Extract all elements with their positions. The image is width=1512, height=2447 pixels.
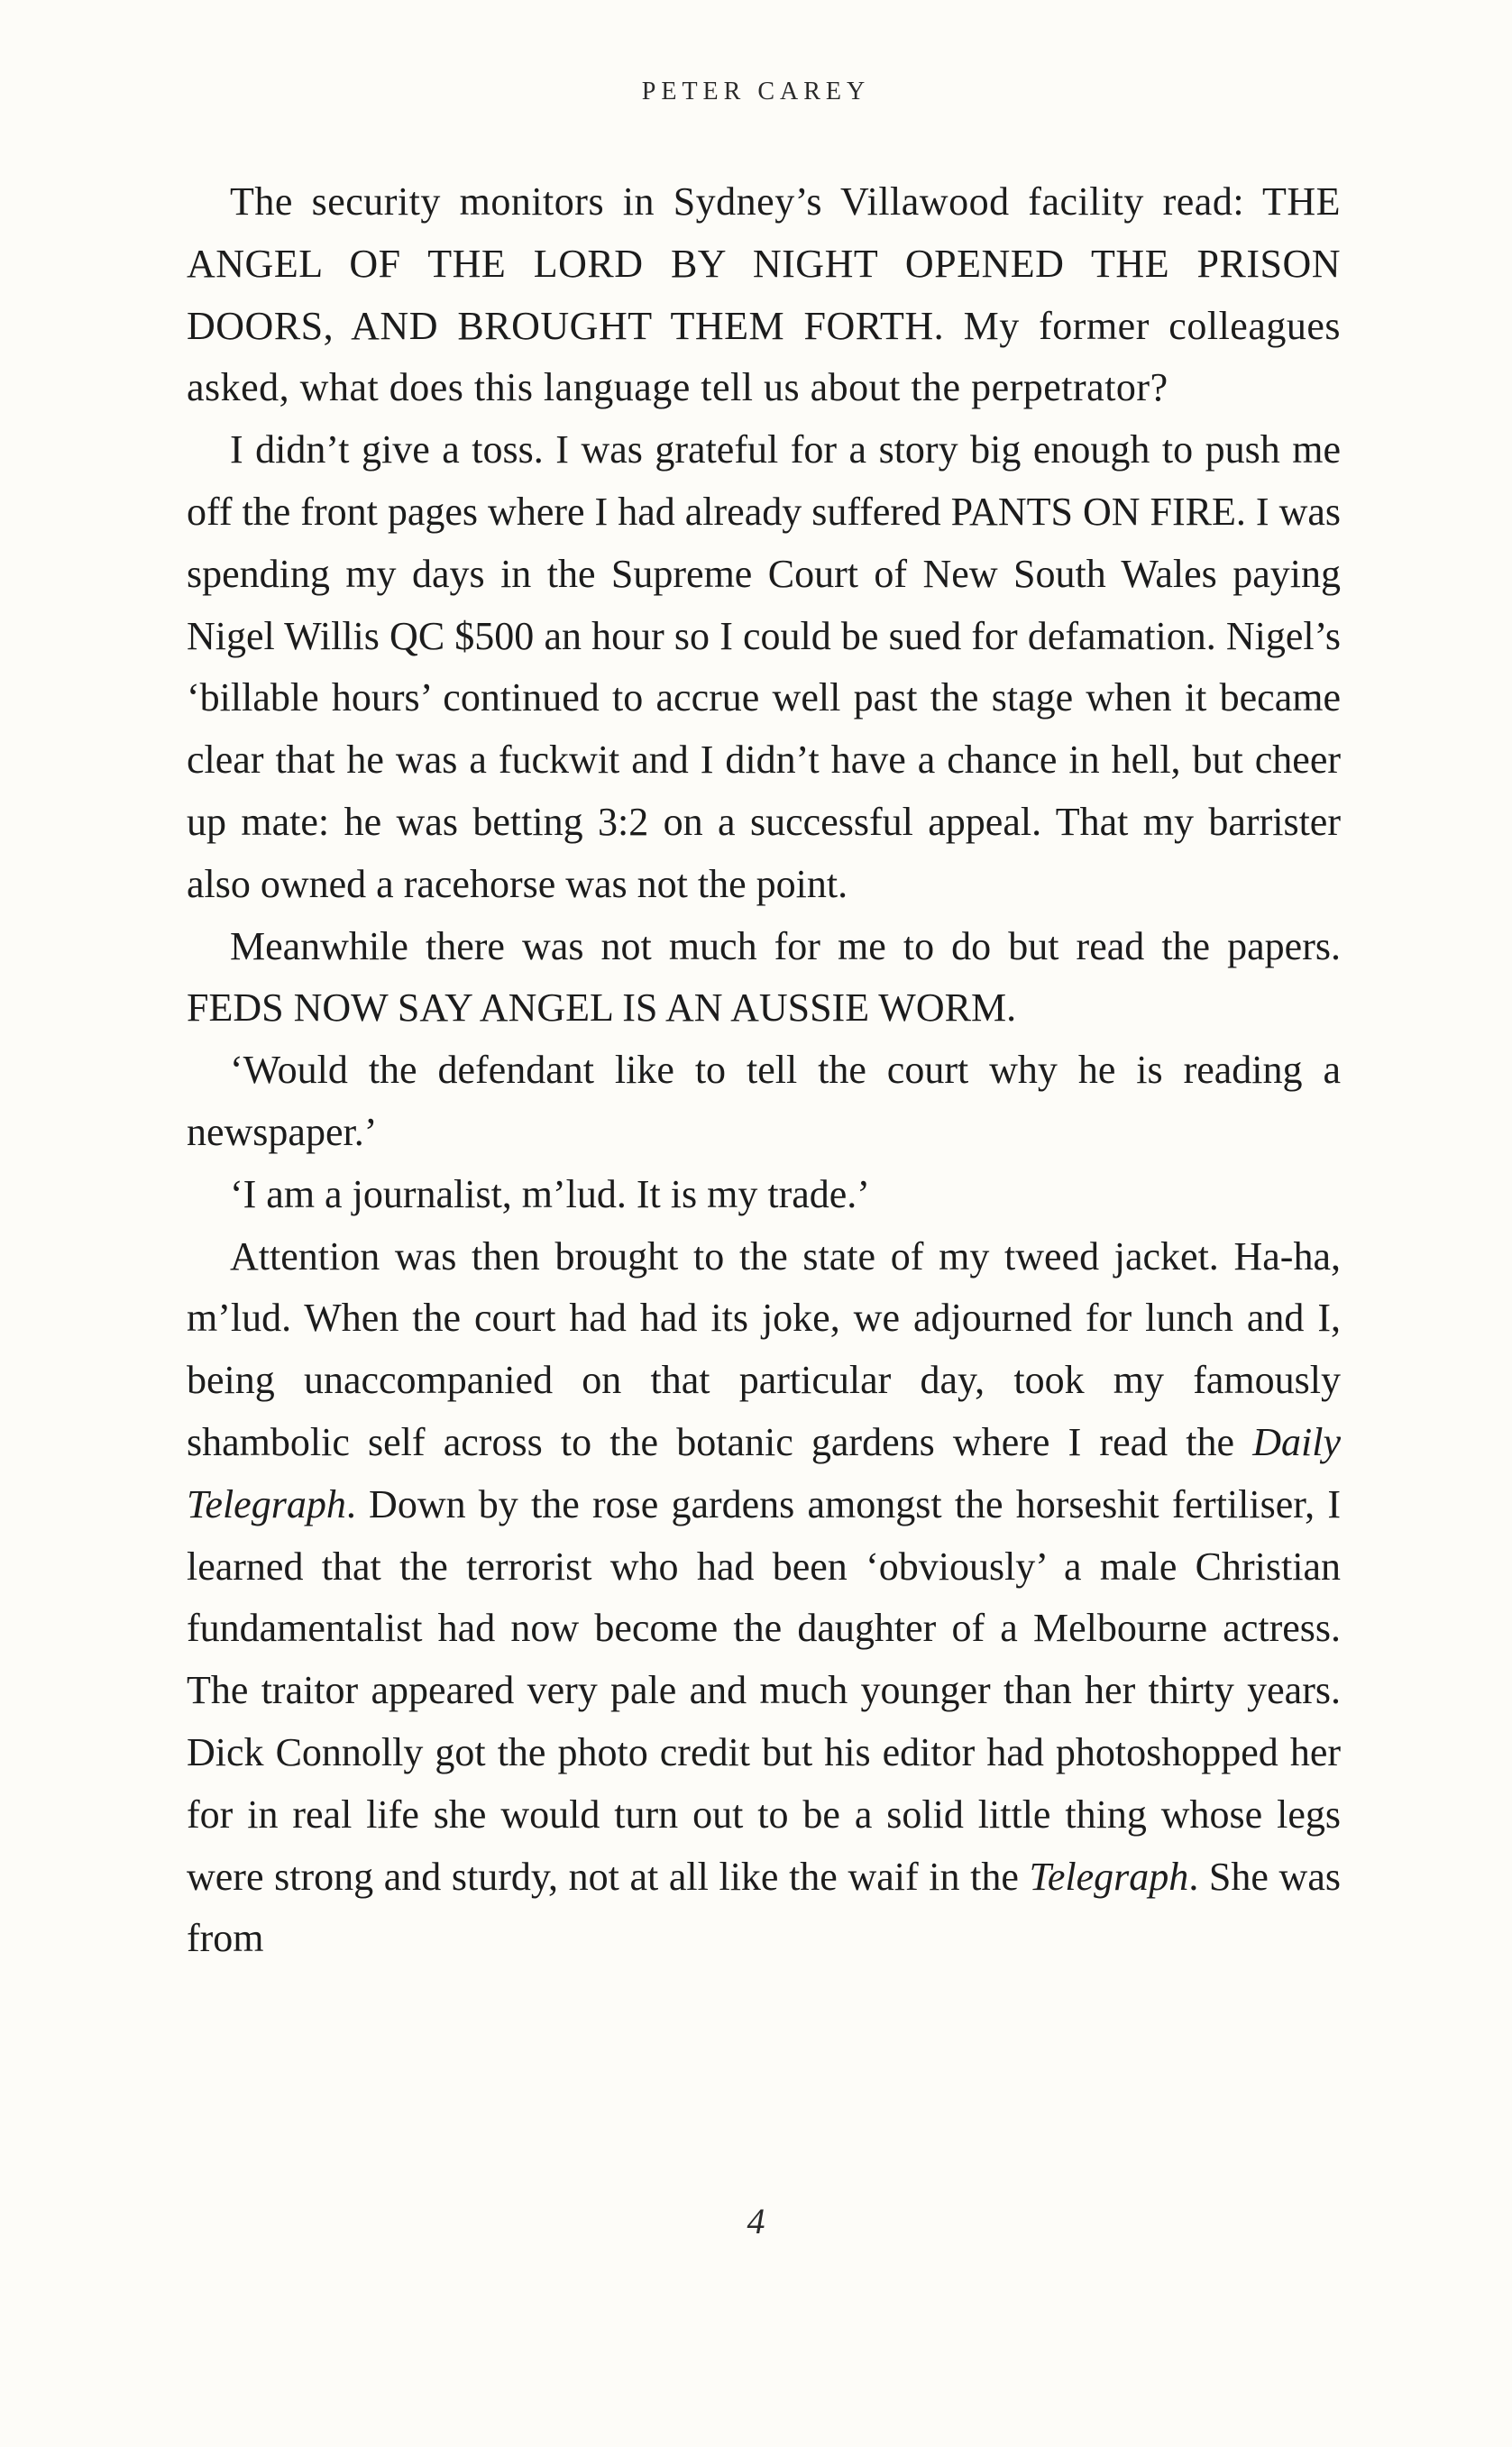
paragraph-3 — [187, 916, 1341, 1040]
paragraph-6-text-a: Attention was then brought to the state of my tweed jacket. Ha-ha, m’lud. When the court had had its joke, we adjourned for lunch and I, being unaccompanied on that particular day, took my famously shambolic self across to the botanic gardens where I read the — [187, 1233, 1341, 1464]
paragraph-3-text: Meanwhile there was not much for me to do but read the papers. FEDS NOW SAY ANGEL IS AN AUSSIE WORM. — [187, 923, 1341, 1031]
paragraph-5 — [187, 1164, 1341, 1226]
paragraph-2 — [187, 419, 1341, 915]
paragraph-6 — [187, 1226, 1341, 1971]
paragraph-6-text-b: . Down by the rose gardens amongst the horseshit fertiliser, I learned that the terrorist who had been ‘obviously’ a male Christian fundamentalist had now become the daughter of a Melbourne actress. The traitor appeared very pale and much younger than her thirty years. Dick Connolly got the photo credit but his editor had photoshopped her for in real life she would turn out to be a solid little thing whose legs were strong and sturdy, not at all like the waif in the — [187, 1481, 1341, 1899]
paragraph-4-text: ‘Would the defendant like to tell the court why he is reading a newspaper.’ — [187, 1048, 1341, 1154]
paragraph-4 — [187, 1040, 1341, 1164]
italic-newspaper-title-1: Daily Telegraph — [187, 1419, 1341, 1526]
paragraph-6-text-c: . She was from — [187, 1854, 1341, 1961]
paragraph-1-text: The security monitors in Sydney’s Villawood facility read: THE ANGEL OF THE LORD BY NIGHT OPENED THE PRISON DOORS, AND BROUGHT THEM FORTH. My former colleagues asked, what does this language tell us about the perpetrator? — [187, 179, 1341, 410]
paragraph-5-text: ‘I am a journalist, m’lud. It is my trade.’ — [230, 1171, 870, 1216]
page-number: 4 — [747, 2201, 765, 2241]
paragraph-1 — [187, 171, 1341, 419]
running-head: PETER CAREY — [641, 78, 871, 105]
paragraph-2-text: I didn’t give a toss. I was grateful for a story big enough to push me off the front pages where I had already suffered PANTS ON FIRE. I was spending my days in the Supreme Court of New South Wales paying Nigel Willis QC $500 an hour so I could be sued for defamation. Nigel’s ‘billable hours’ continued to accrue well past the stage when it became clear that he was a fuckwit and I didn’t have a chance in hell, but cheer up mate: he was betting 3:2 on a successful appeal. That my barrister also owned a racehorse was not the point. — [187, 427, 1341, 906]
body-text — [187, 171, 1341, 1970]
italic-newspaper-title-2: Telegraph — [1029, 1854, 1189, 1899]
